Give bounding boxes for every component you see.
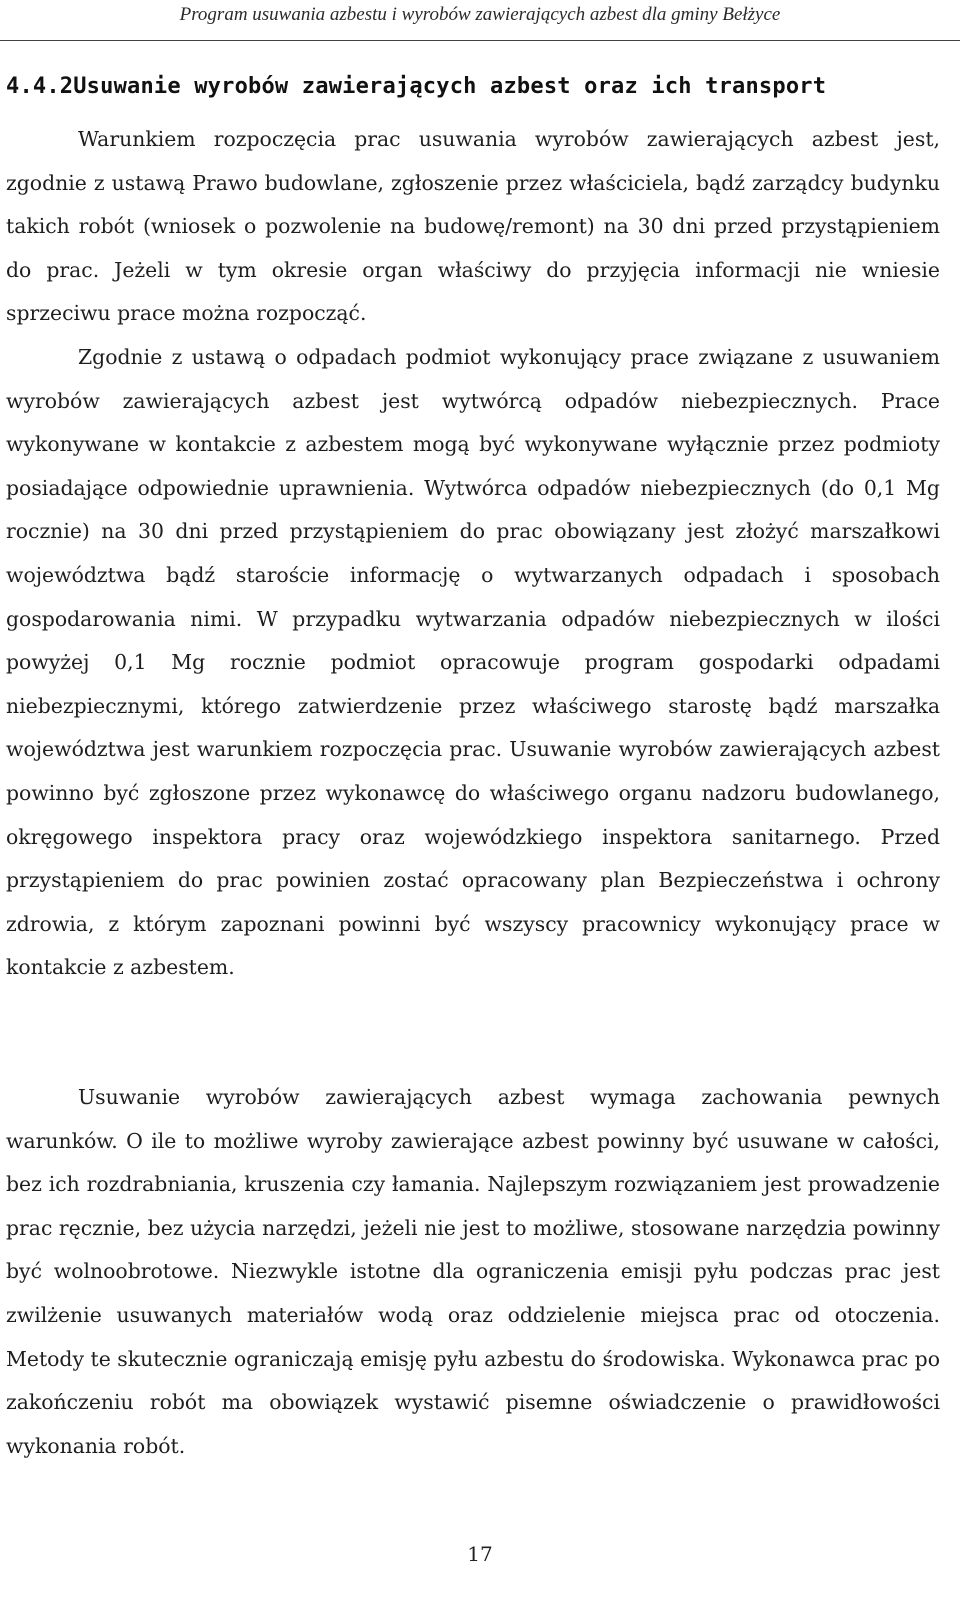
running-header: Program usuwania azbestu i wyrobów zawierających azbest dla gminy Bełżyce — [179, 4, 781, 25]
page-number: 17 — [467, 1542, 493, 1566]
section-heading — [6, 74, 946, 99]
header-divider — [0, 40, 960, 41]
paragraph-1: Warunkiem rozpoczęcia prac usuwania wyrobów zawierających azbest jest, zgodnie z ustawą Prawo budowlane, zgłoszenie przez właściciela, bądź zarządcy budynku takich robót (wniosek o pozwolenie na budowę/remont) na 30 dni przed przystąpieniem do prac. Jeżeli w tym okresie organ właściwy do przyjęcia informacji nie wniesie sprzeciwu prace można rozpocząć. — [6, 127, 940, 326]
paragraph-3: Usuwanie wyrobów zawierających azbest wymaga zachowania pewnych warunków. O ile to możliwe wyroby zawierające azbest powinny być usuwane w całości, bez ich rozdrabniania, kruszenia czy łamania. Najlepszym rozwiązaniem jest prowadzenie prac ręcznie, bez użycia narzędzi, jeżeli nie jest to możliwe, stosowane narzędzia powinny być wolnoobrotowe. Niezwykle istotne dla ograniczenia emisji pyłu podczas prac jest zwilżenie usuwanych materiałów wodą oraz oddzielenie miejsca prac od otoczenia. Metody te skutecznie ograniczają emisję pyłu azbestu do środowiska. Wykonawca prac po zakończeniu robót ma obowiązek wystawić pisemne oświadczenie o prawidłowości wykonania robót. — [6, 1085, 940, 1458]
section-number: 4.4.2 — [6, 74, 74, 99]
paragraph-2: Zgodnie z ustawą o odpadach podmiot wykonujący prace związane z usuwaniem wyrobów zawierających azbest jest wytwórcą odpadów niebezpiecznych. Prace wykonywane w kontakcie z azbestem mogą być wykonywane wyłącznie przez podmioty posiadające odpowiednie uprawnienia. Wytwórca odpadów niebezpiecznych (do 0,1 Mg rocznie) na 30 dni przed przystąpieniem do prac obowiązany jest złożyć marszałkowi województwa bądź staroście informację o wytwarzanych odpadach i sposobach gospodarowania nimi. W przypadku wytwarzania odpadów niebezpiecznych w ilości powyżej 0,1 Mg rocznie podmiot opracowuje program gospodarki odpadami niebezpiecznymi, którego zatwierdzenie przez właściwego starostę bądź marszałka województwa jest warunkiem rozpoczęcia prac. Usuwanie wyrobów zawierających azbest powinno być zgłoszone przez wykonawcę do właściwego organu nadzoru budowlanego, okręgowego inspektora pracy oraz wojewódzkiego inspektora sanitarnego. Przed przystąpieniem do prac powinien zostać opracowany plan Bezpieczeństwa i ochrony zdrowia, z którym zapoznani powinni być wszyscy pracownicy wykonujący prace w kontakcie z azbestem. — [6, 345, 940, 980]
section-title: Usuwanie wyrobów zawierających azbest oraz ich transport — [73, 74, 827, 99]
